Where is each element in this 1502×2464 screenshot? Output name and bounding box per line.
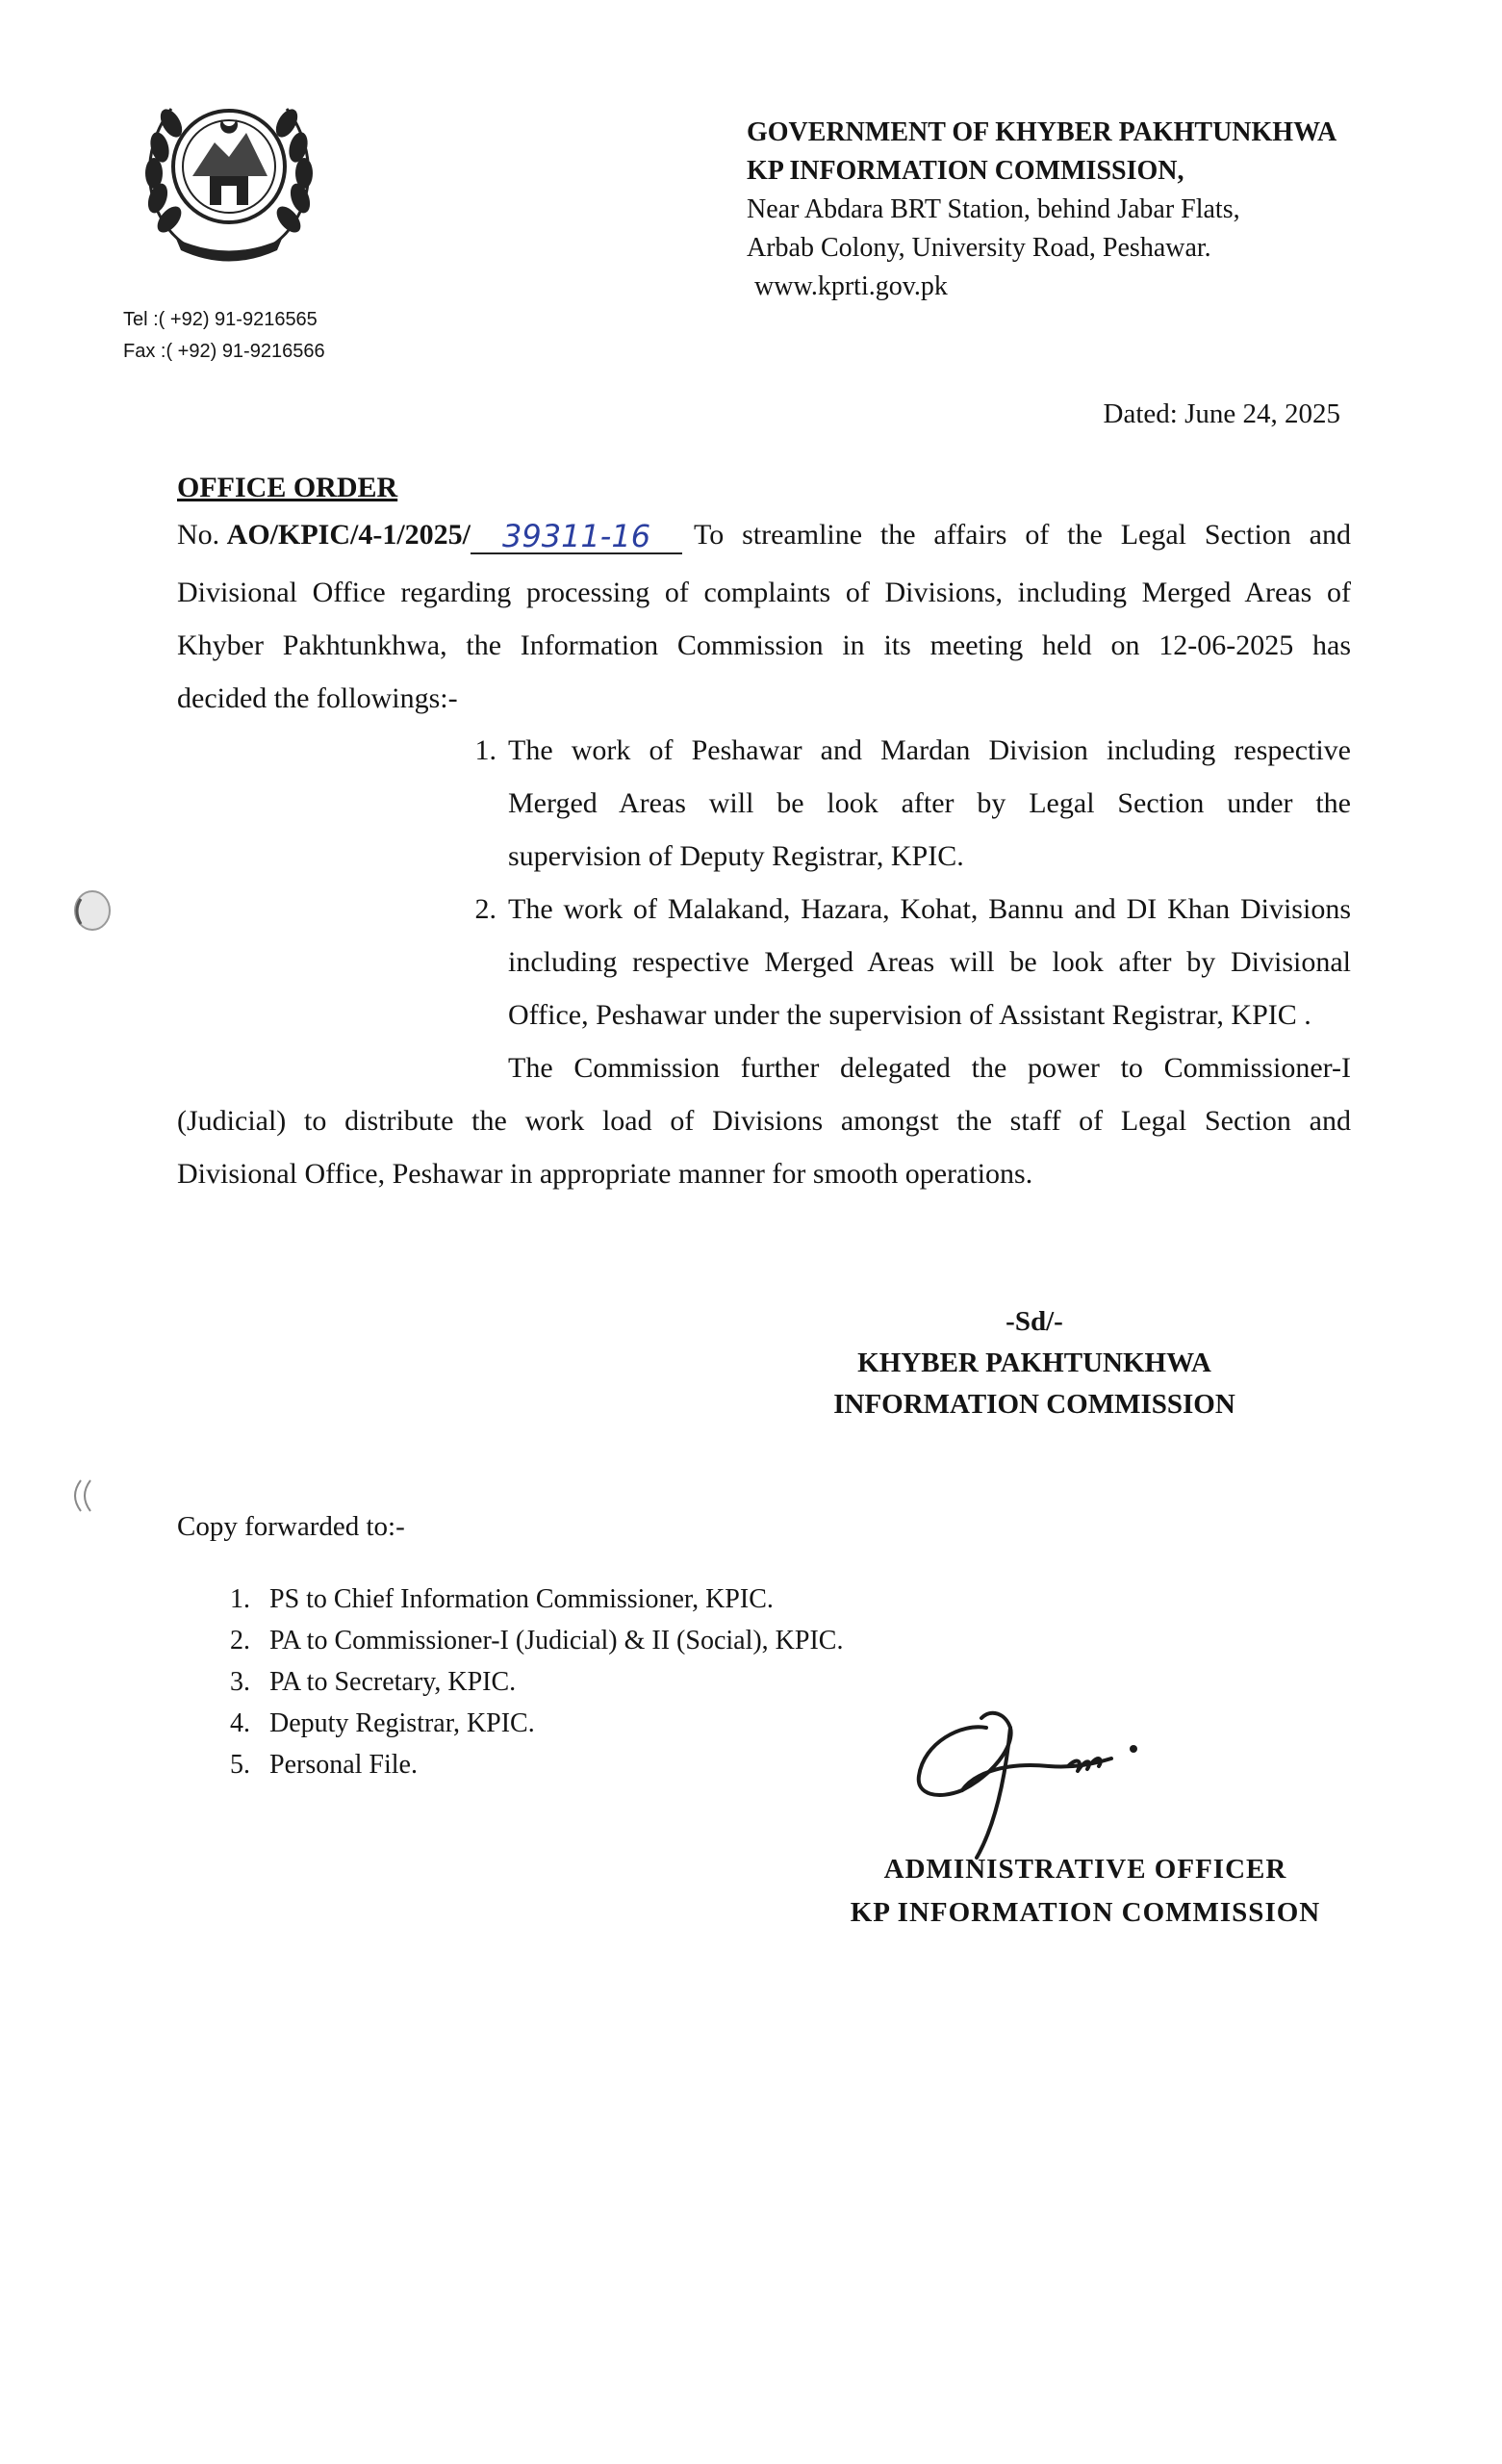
list-item [212, 1620, 843, 1661]
list-text: PA to Secretary, KPIC. [269, 1667, 517, 1697]
contact-info [123, 304, 325, 368]
order-date: Dated: June 24, 2025 [1103, 398, 1340, 429]
list-text: Personal File. [269, 1750, 418, 1780]
order-no-prefix: No. [177, 519, 220, 551]
list-item [212, 1744, 843, 1785]
list-number: 4. [230, 1708, 250, 1738]
item-text-line: The work of Peshawar and Mardan Division including respective [508, 734, 1351, 766]
organization-header [747, 114, 1337, 306]
sign-off-line1: KHYBER PAKHTUNKHWA [857, 1348, 1211, 1378]
list-item [212, 1661, 843, 1703]
closing-line3: Divisional Office, Peshawar in appropriate manner for smooth operations. [177, 1158, 1033, 1190]
intro-line3: Khyber Pakhtunkhwa, the Information Commission in its meeting held on 12-06-2025 has [177, 629, 1351, 661]
admin-officer-org: KP INFORMATION COMMISSION [850, 1897, 1321, 1928]
list-text: Deputy Registrar, KPIC. [269, 1708, 535, 1738]
list-item [212, 1578, 843, 1620]
website: www.kprti.gov.pk [754, 271, 948, 301]
punch-hole-mark [71, 887, 114, 934]
address-line2: Arbab Colony, University Road, Peshawar. [747, 233, 1211, 263]
copy-forwarded-heading: Copy forwarded to:- [177, 1511, 405, 1542]
handwritten-signature [904, 1670, 1164, 1862]
order-reference: AO/KPIC/4-1/2025/ [226, 519, 471, 551]
org-name-line1: GOVERNMENT OF KHYBER PAKHTUNKHWA [747, 117, 1337, 147]
list-item [462, 724, 1351, 883]
item-text [508, 724, 1351, 883]
office-order-title: OFFICE ORDER [177, 472, 398, 503]
item-text-line: The work of Malakand, Hazara, Kohat, Bannu and DI Khan Divisions [508, 893, 1351, 925]
item-text-line: Merged Areas will be look after by Legal Section under the [508, 787, 1351, 819]
intro-line1: To streamline the affairs of the Legal Section and [694, 519, 1351, 551]
address-line1: Near Abdara BRT Station, behind Jabar Flats, [747, 194, 1240, 224]
punch-hole-mark [67, 1475, 106, 1517]
item-number: 1. [474, 734, 496, 766]
handwritten-order-number: 39311-16 [471, 520, 682, 554]
org-name-line2: KP INFORMATION COMMISSION, [747, 156, 1184, 186]
item-text-line: Office, Peshawar under the supervision of Assistant Registrar, KPIC . [508, 999, 1311, 1031]
list-item [212, 1703, 843, 1744]
closing-line2: (Judicial) to distribute the work load of Divisions amongst the staff of Legal Section and [177, 1105, 1351, 1137]
list-number: 2. [230, 1626, 250, 1656]
list-text: PS to Chief Information Commissioner, KPIC. [269, 1584, 774, 1614]
list-number: 1. [230, 1584, 250, 1614]
item-text-line: including respective Merged Areas will be look after by Divisional [508, 946, 1351, 978]
order-number-line [177, 516, 1351, 554]
copy-forwarded-list [212, 1578, 843, 1785]
list-text: PA to Commissioner-I (Judicial) & II (Social), KPIC. [269, 1626, 844, 1656]
commission-sign-off [813, 1301, 1256, 1425]
list-number: 3. [230, 1667, 250, 1697]
sd-mark: -Sd/- [1006, 1306, 1063, 1337]
item-text [508, 883, 1351, 1041]
fax-number: Fax :( +92) 91-9216566 [123, 341, 325, 362]
item-number: 2. [474, 893, 496, 925]
order-number-label [177, 516, 471, 554]
list-number: 5. [230, 1750, 250, 1780]
admin-officer-title: ADMINISTRATIVE OFFICER [883, 1854, 1287, 1885]
kp-government-emblem-icon [133, 85, 325, 263]
tel-number: Tel :( +92) 91-9216565 [123, 309, 318, 330]
intro-line4: decided the followings:- [177, 682, 458, 714]
item-text-line: supervision of Deputy Registrar, KPIC. [508, 840, 964, 872]
list-item [462, 883, 1351, 1041]
closing-line1: The Commission further delegated the power to Commissioner-I [508, 1052, 1351, 1084]
administrative-officer-block [835, 1848, 1336, 1935]
sign-off-line2: INFORMATION COMMISSION [833, 1389, 1235, 1420]
intro-line2: Divisional Office regarding processing of complaints of Divisions, including Merged Areas of [177, 577, 1351, 608]
